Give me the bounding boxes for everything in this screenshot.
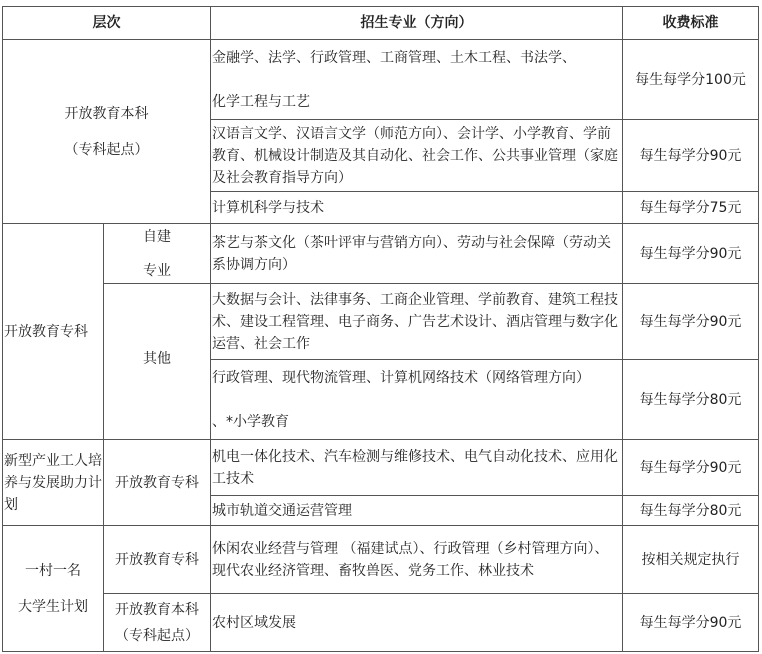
header-fee: 收费标准 — [623, 7, 759, 40]
other-major: 其他 — [104, 284, 211, 440]
fee-cell: 每生每学分90元 — [623, 594, 759, 652]
header-row — [3, 7, 759, 40]
village-sub-1: 开放教育专科 — [104, 526, 211, 594]
level-sublabel: 大学生计划 — [18, 598, 88, 615]
village-sub-label-2: （专科起点） — [115, 627, 199, 644]
major-cell: 农村区域发展 — [211, 594, 623, 652]
major-cell: 茶艺与茶文化（茶叶评审与营销方向）、劳动与社会保障（劳动关系协调方向） — [211, 224, 623, 284]
major-cell: 机电一体化技术、汽车检测与维修技术、电气自动化技术、应用化工技术 — [211, 440, 623, 496]
level-sublabel: （专科起点） — [64, 141, 149, 158]
spacer — [4, 125, 209, 139]
major-cell: 大数据与会计、法律事务、工商企业管理、学前教育、建筑工程技术、建设工程管理、电子商务、广告艺术设计、酒店管理与数字化运营、社会工作 — [211, 284, 623, 360]
level-new-worker: 新型产业工人培养与发展助力计划 — [3, 440, 104, 526]
fee-cell: 每生每学分90元 — [623, 120, 759, 192]
major-cell: 休闲农业经营与管理 （福建试点）、行政管理（乡村管理方向）、现代农业经济管理、畜牧兽医、党务工作、林业技术 — [211, 526, 623, 594]
table-row — [3, 40, 759, 120]
self-built-major — [104, 224, 211, 284]
table-row — [3, 224, 759, 284]
village-sub-label: 开放教育本科 — [115, 601, 199, 618]
spacer — [4, 582, 102, 596]
level-village — [3, 526, 104, 652]
fee-cell: 每生每学分75元 — [623, 192, 759, 224]
major-cell: 计算机科学与技术 — [211, 192, 623, 224]
table-row — [3, 594, 759, 652]
fee-cell: 每生每学分80元 — [623, 360, 759, 440]
table-row — [3, 440, 759, 496]
major-cell: 金融学、法学、行政管理、工商管理、土木工程、书法学、 化学工程与工艺 — [211, 40, 623, 120]
level-label: 开放教育本科 — [64, 105, 149, 122]
fee-cell: 每生每学分90元 — [623, 284, 759, 360]
self-built-label-2: 专业 — [143, 262, 171, 279]
fee-cell: 每生每学分100元 — [623, 40, 759, 120]
fee-cell: 按相关规定执行 — [623, 526, 759, 594]
level-open-associate: 开放教育专科 — [3, 224, 104, 440]
fee-cell: 每生每学分90元 — [623, 224, 759, 284]
village-sub-2 — [104, 594, 211, 652]
major-cell: 汉语言文学、汉语言文学（师范方向）、会计学、小学教育、学前教育、机械设计制造及其自动化、社会工作、公共事业管理（家庭及社会教育指导方向） — [211, 120, 623, 192]
fee-cell: 每生每学分80元 — [623, 496, 759, 526]
level-open-bachelor — [3, 40, 211, 224]
major-cell: 行政管理、现代物流管理、计算机网络技术（网络管理方向） 、*小学教育 — [211, 360, 623, 440]
table-row — [3, 284, 759, 360]
spacer — [105, 248, 209, 260]
fee-table — [2, 6, 759, 652]
header-major: 招生专业（方向） — [211, 7, 623, 40]
self-built-label: 自建 — [143, 228, 171, 245]
major-cell: 城市轨道交通运营管理 — [211, 496, 623, 526]
header-level: 层次 — [3, 7, 211, 40]
new-worker-sub: 开放教育专科 — [104, 440, 211, 526]
fee-cell: 每生每学分90元 — [623, 440, 759, 496]
table-row — [3, 526, 759, 594]
level-label: 一村一名 — [25, 562, 81, 579]
